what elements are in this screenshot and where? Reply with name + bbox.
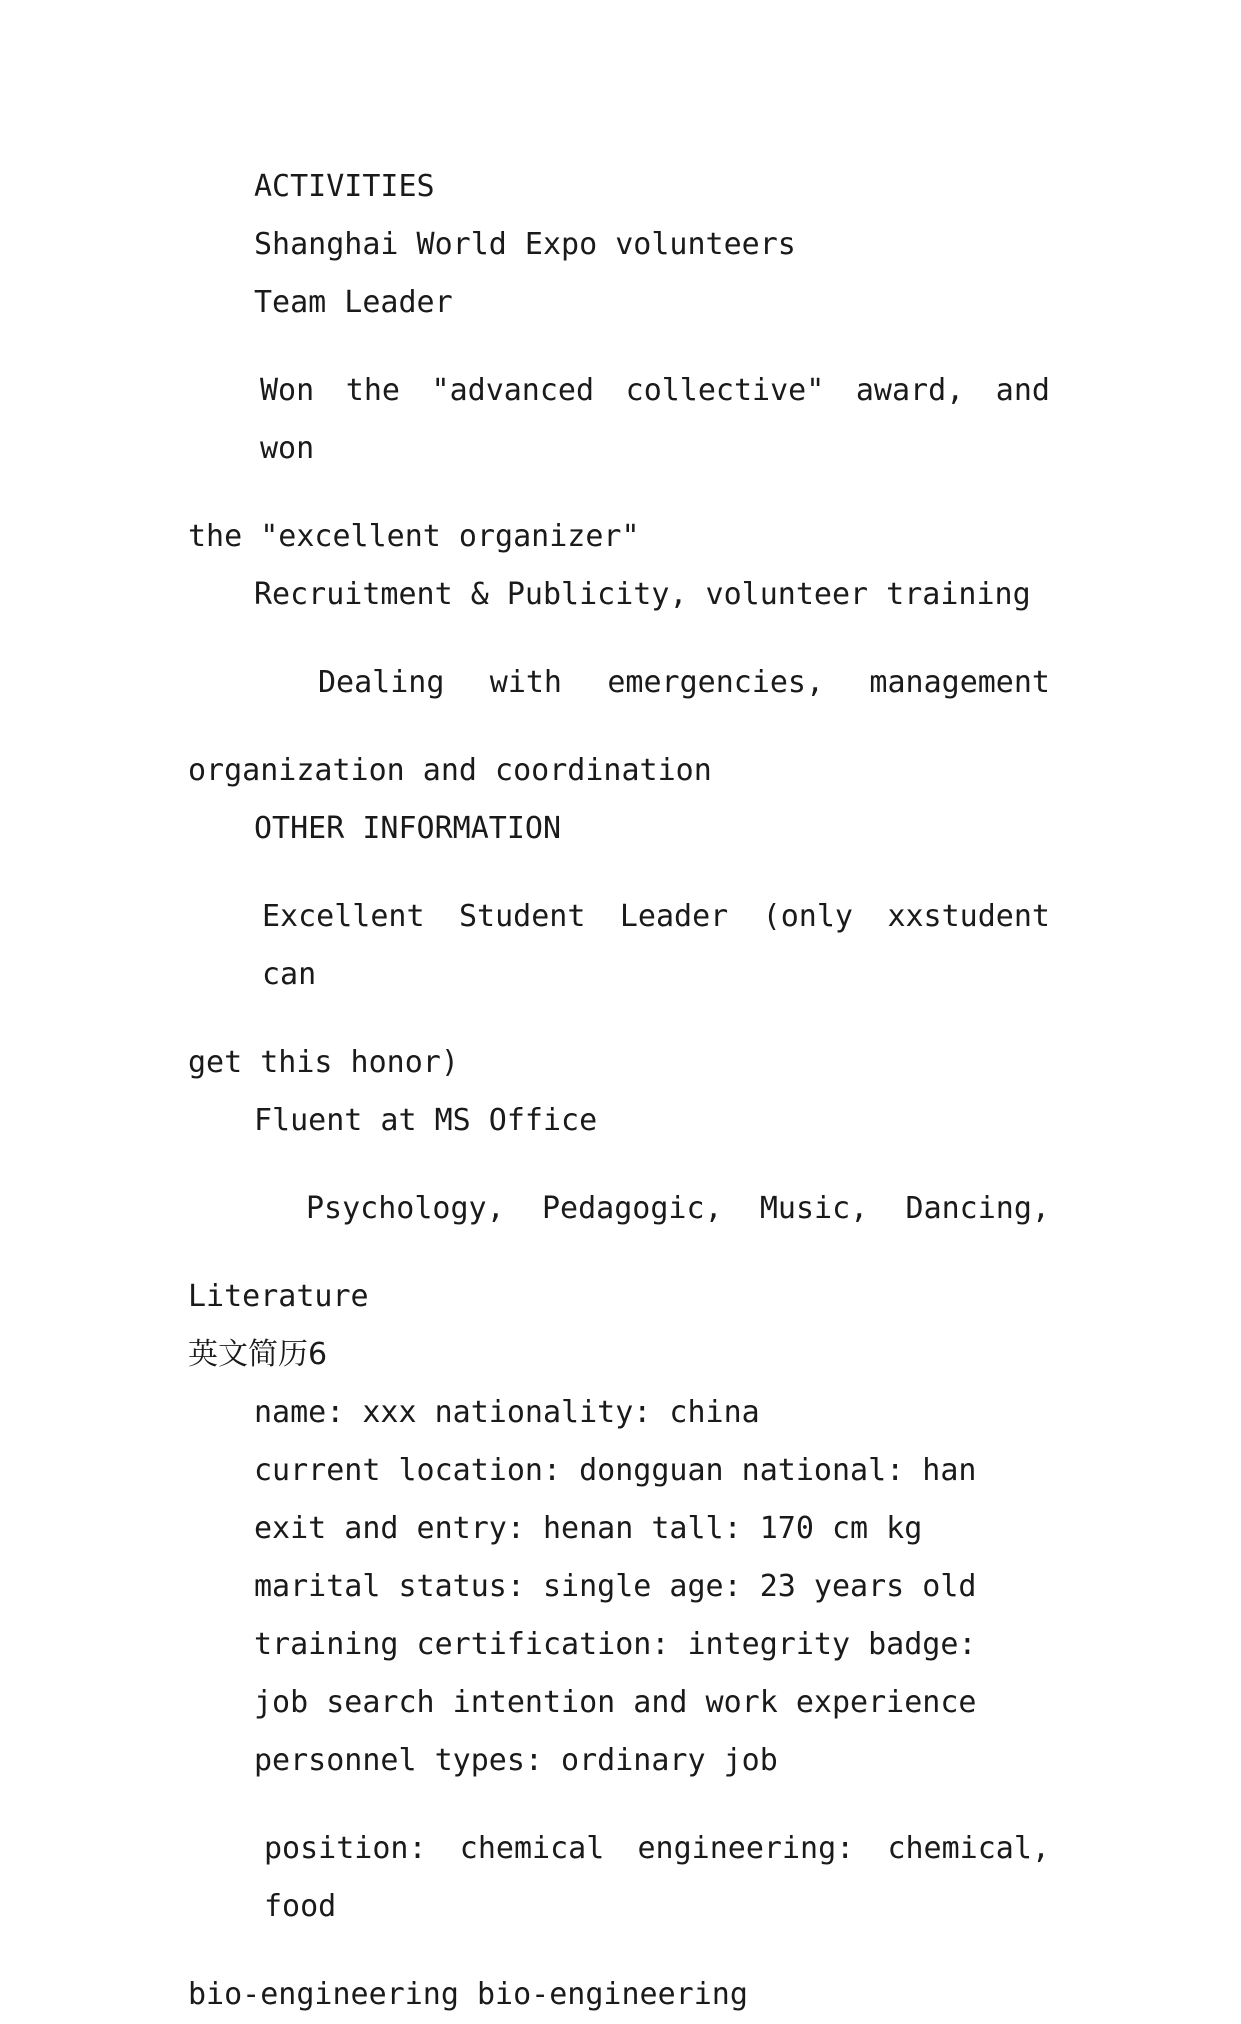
info-location: current location: dongguan national: han	[254, 1453, 977, 1488]
heading-other-information: OTHER INFORMATION	[254, 811, 562, 846]
activity-skills-line: Dealing with emergencies, management	[318, 665, 1050, 700]
info-name: name: xxx nationality: china	[254, 1395, 760, 1430]
info-marital: marital status: single age: 23 years old	[254, 1569, 977, 1604]
info-certification: training certification: integrity badge:	[254, 1627, 977, 1662]
activity-title: Shanghai World Expo volunteers	[254, 227, 796, 262]
other-honor-line-cont: get this honor)	[188, 1045, 459, 1080]
other-honor-line: Excellent Student Leader (only xxstudent can	[262, 899, 1050, 992]
activity-duties: Recruitment & Publicity, volunteer training	[254, 577, 1031, 612]
other-interests-line: Psychology, Pedagogic, Music, Dancing,	[306, 1191, 1050, 1226]
section-title-resume-6: 英文简历6	[188, 1337, 328, 1372]
activity-role: Team Leader	[254, 285, 453, 320]
activity-skills-line-cont: organization and coordination	[188, 753, 712, 788]
heading-activities: ACTIVITIES	[254, 169, 435, 204]
info-job-intention: job search intention and work experience	[254, 1685, 977, 1720]
activity-award-line-cont: the "excellent organizer"	[188, 519, 640, 554]
info-entry: exit and entry: henan tall: 170 cm kg	[254, 1511, 923, 1546]
info-position-line-cont: bio-engineering bio-engineering	[188, 1977, 748, 2012]
document-page	[188, 158, 1050, 2024]
activity-award-line: Won the "advanced collective" award, and won	[260, 373, 1050, 466]
other-office-skill: Fluent at MS Office	[254, 1103, 598, 1138]
info-personnel-types: personnel types: ordinary job	[254, 1743, 778, 1778]
info-position-line: position: chemical engineering: chemical, food	[264, 1831, 1050, 1924]
other-interests-line-cont: Literature	[188, 1279, 369, 1314]
